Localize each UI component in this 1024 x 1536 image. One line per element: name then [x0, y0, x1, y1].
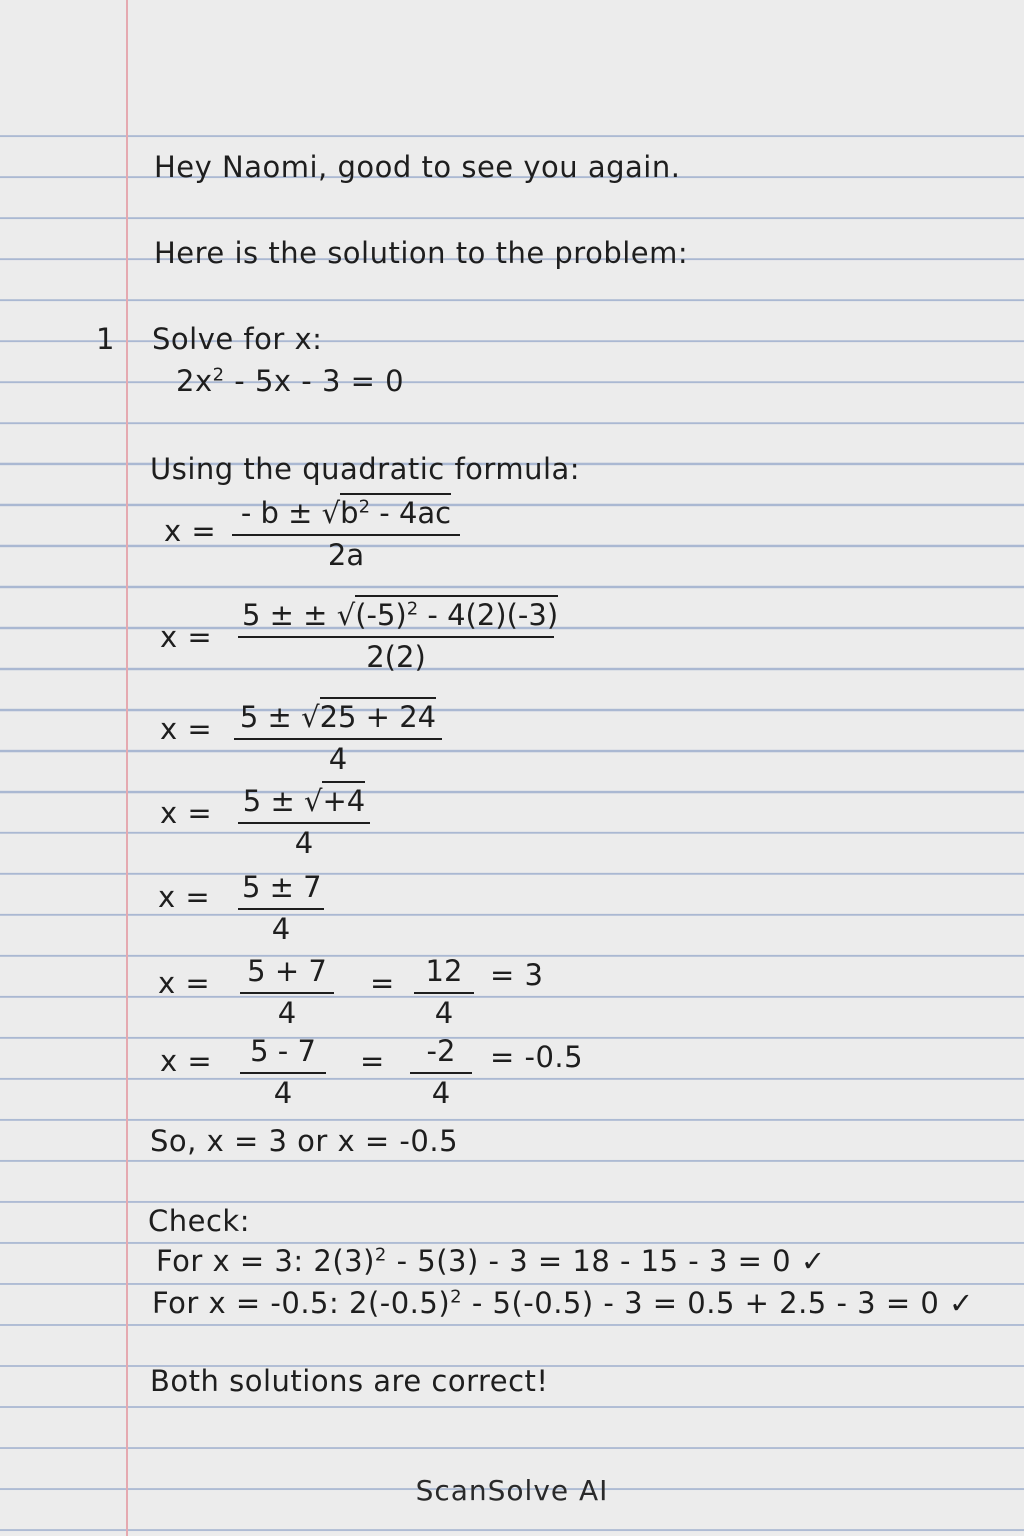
step6-mid-fraction: $\frac{12}{4}$	[414, 954, 474, 1030]
problem-prompt: Solve for x:	[152, 322, 323, 356]
check-line-2: For x = -0.5: $2(-0.5)^2 - 5(-0.5) - 3 = 0.5 + 2.5 - 3 = 0$ ✓	[152, 1286, 974, 1320]
step2-x-eq: x =	[160, 620, 213, 654]
step2-fraction: $\frac{5 \pm \pm √(-5)^2 - 4(2)(-3)}{2(2)}$	[238, 598, 554, 674]
footer-brand: ScanSolve AI	[415, 1474, 609, 1507]
intro-text: Here is the solution to the problem:	[154, 236, 689, 270]
step7-equals: =	[360, 1044, 385, 1078]
step7-result: = -0.5	[490, 1040, 584, 1074]
step1-fraction: $\frac{- b \pm √b^2 - 4ac}{2a}$	[232, 496, 460, 572]
check-line-1: For x = 3: $2(3)^2 - 5(3) - 3 = 18 - 15 - 3 = 0$ ✓	[156, 1244, 826, 1278]
step6-result: = 3	[490, 958, 544, 992]
step3-x-eq: x =	[160, 712, 213, 746]
step5-x-eq: x =	[158, 880, 211, 914]
check-label: Check:	[148, 1204, 250, 1238]
step1-x-eq: x =	[164, 514, 217, 548]
step6-fraction: $\frac{5 + 7}{4}$	[240, 954, 334, 1030]
method-text: Using the quadratic formula:	[150, 452, 581, 486]
step6-x-eq: x =	[158, 966, 211, 1000]
closing-text: Both solutions are correct!	[150, 1364, 549, 1398]
conclusion-text: So, x = 3 or x = -0.5	[150, 1124, 459, 1158]
step7-fraction: $\frac{5 - 7}{4}$	[240, 1034, 326, 1110]
step3-fraction: $\frac{5 \pm √25 + 24}{4}$	[234, 700, 442, 776]
step7-mid-fraction: $\frac{-2}{4}$	[410, 1034, 472, 1110]
step5-fraction: $\frac{5 \pm 7}{4}$	[238, 870, 324, 946]
margin-line	[126, 0, 128, 1536]
step4-fraction: $\frac{5 \pm √+4}{4}$	[238, 784, 370, 860]
problem-number: 1	[96, 322, 115, 356]
problem-equation: $2x^2 - 5x - 3 = 0$	[176, 364, 405, 398]
greeting-text: Hey Naomi, good to see you again.	[154, 150, 681, 184]
step6-equals: =	[370, 966, 395, 1000]
step4-x-eq: x =	[160, 796, 213, 830]
step7-x-eq: x =	[160, 1044, 213, 1078]
